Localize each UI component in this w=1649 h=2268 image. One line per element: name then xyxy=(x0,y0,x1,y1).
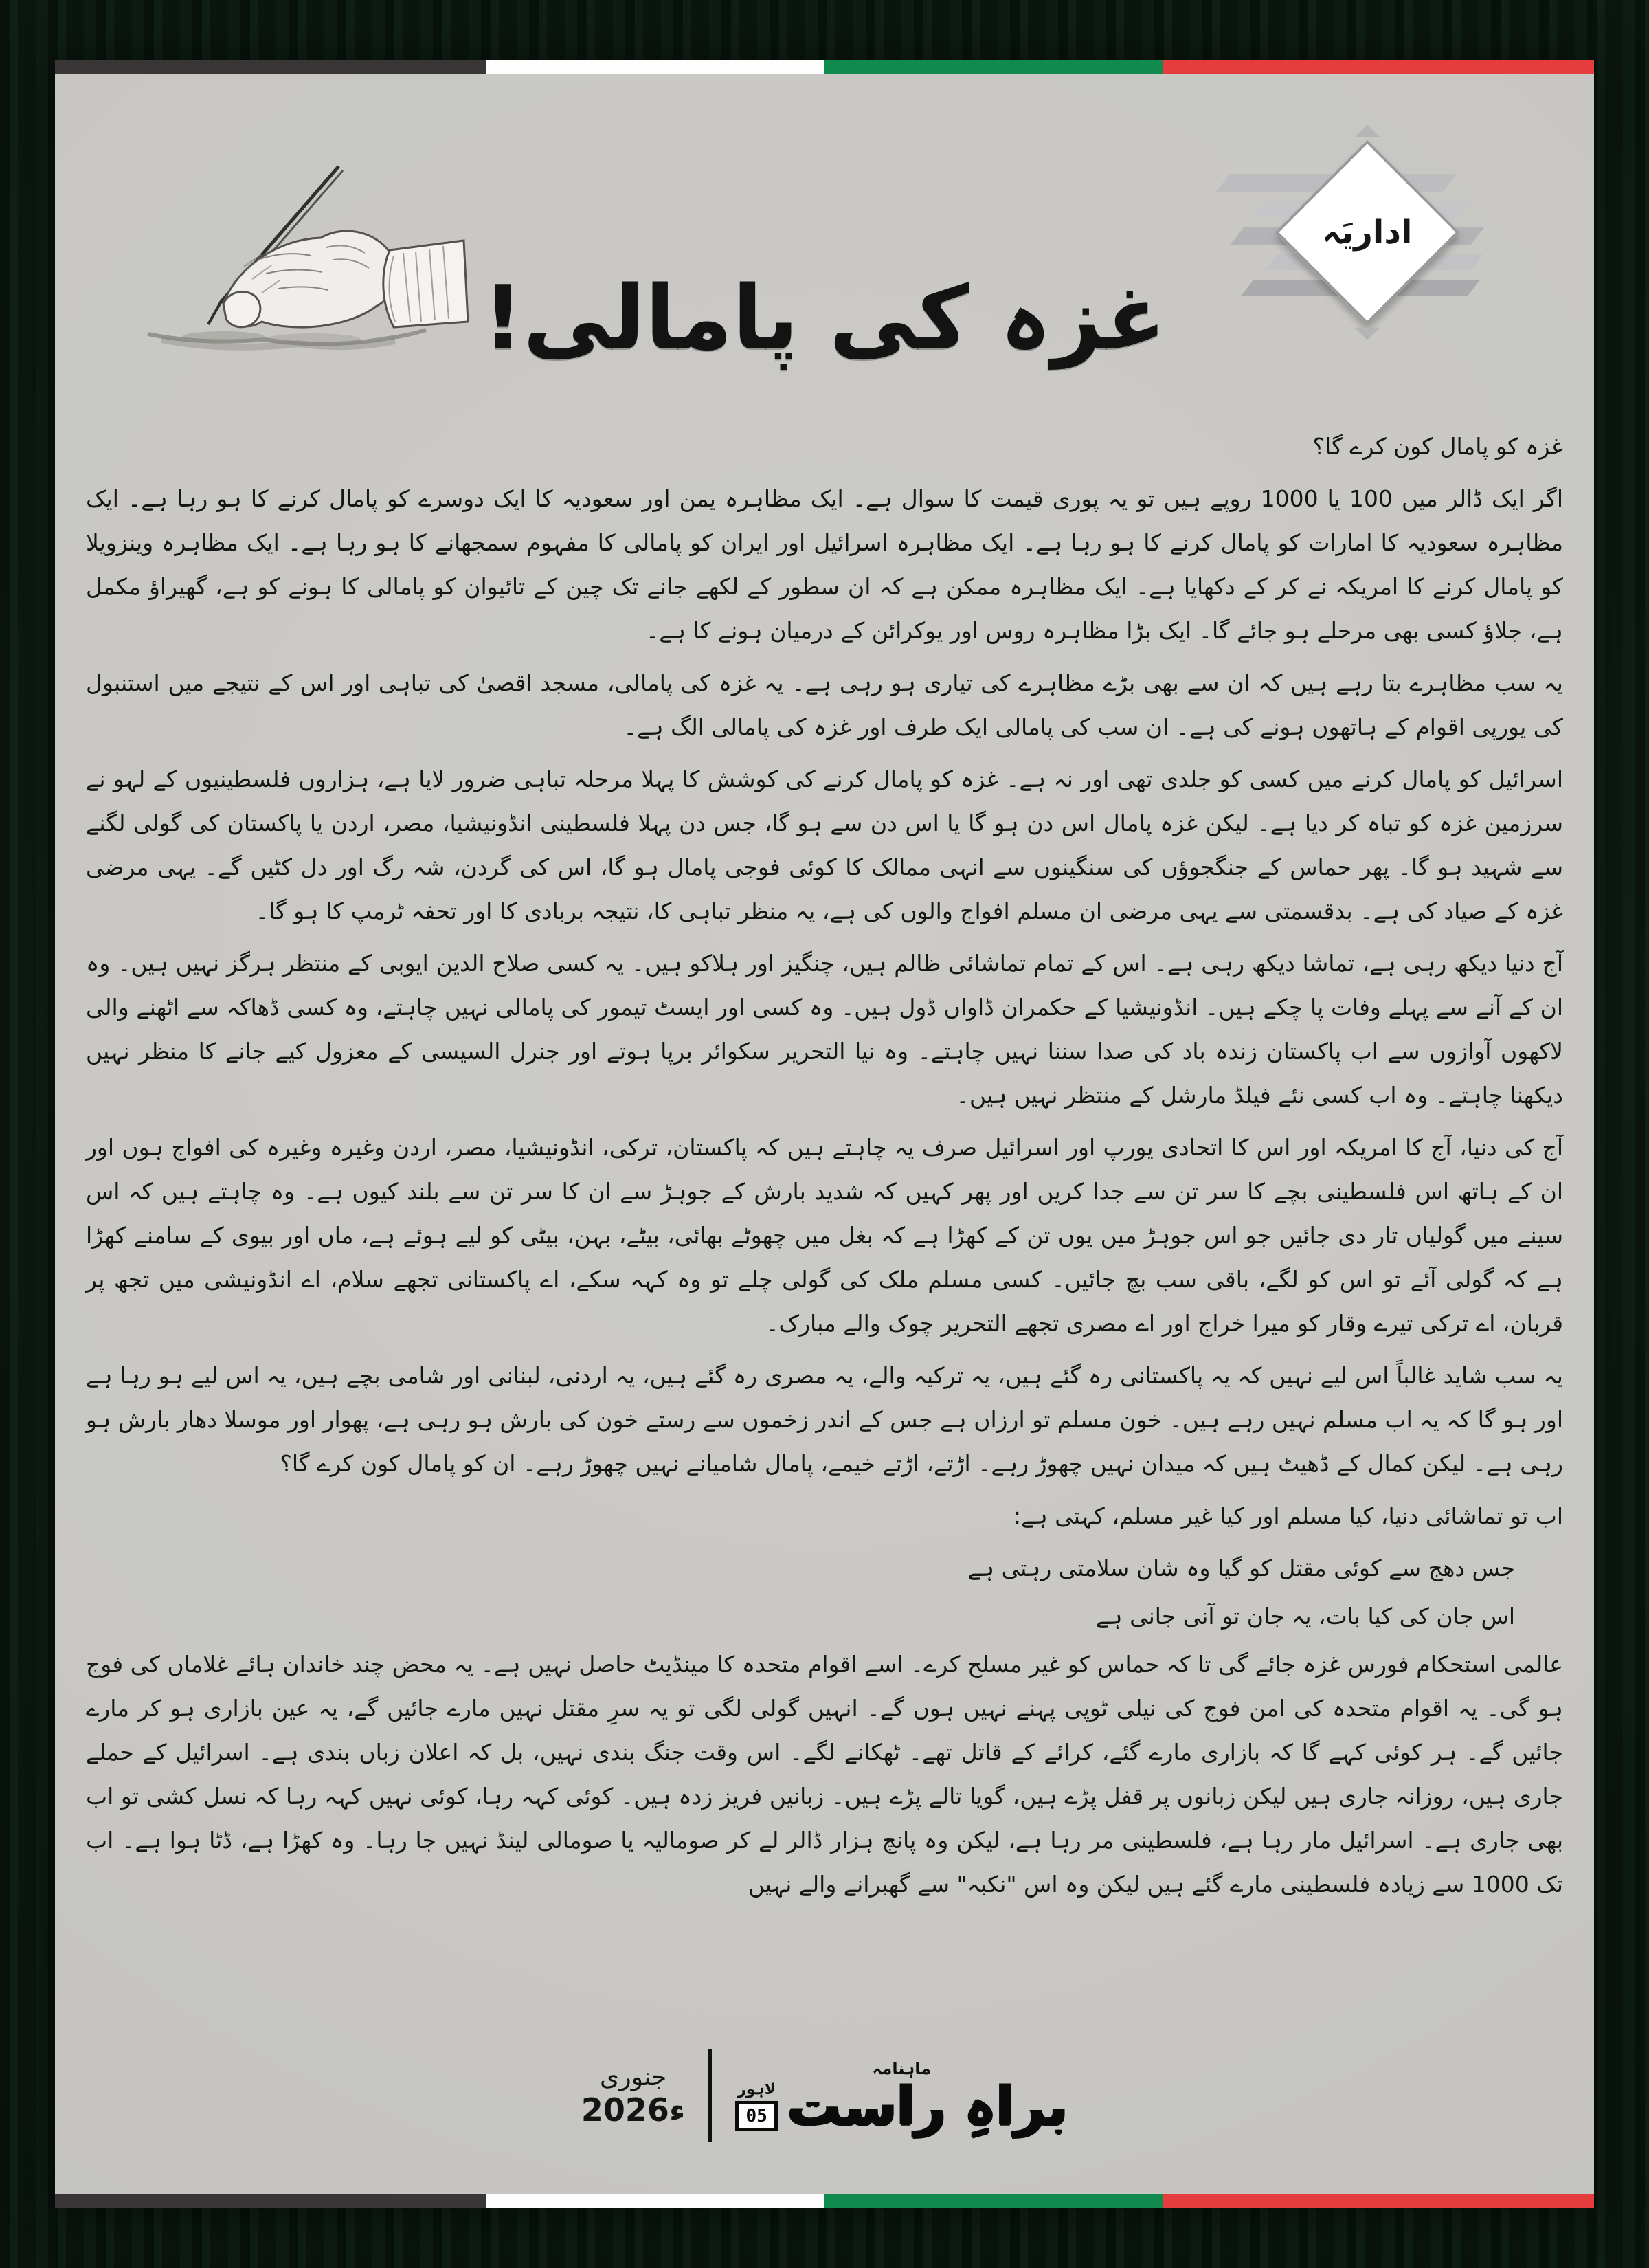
paragraph: اب تو تماشائی دنیا، کیا مسلم اور کیا غیر مسلم، کہتی ہے: xyxy=(1013,1502,1563,1529)
verse-line: اس جان کی کیا بات، یہ جان تو آنی جانی ہے xyxy=(1095,1603,1515,1630)
issue-date xyxy=(581,2063,686,2128)
magazine-city-label: لاہور xyxy=(737,2081,776,2098)
verse-line: جس دھج سے کوئی مقتل کو گیا وہ شان سلامتی رہتی ہے xyxy=(967,1555,1515,1581)
paragraph: آج دنیا دیکھ رہی ہے، تماشا دیکھ رہی ہے۔ اس کے تمام تماشائی ظالم ہیں، چنگیز اور ہلاکو ہیں۔ یہ کسی صلاح الدین ایوبی کے منتظر ہرگز نہیں ہیں۔ وہ ان کے آنے سے پہلے وفات پا چکے ہیں۔ انڈونیشیا کے حکمران ڈاواں ڈول ہیں۔ وہ کسی اور ایسٹ تیمور کی پامالی نہیں چاہتے، وہ کسی ڈھاکہ سے اٹھنے والی لاکھوں آوازوں سے اب پاکستان زندہ باد کی صدا سننا نہیں چاہتے۔ وہ نیا التحریر سکوائر برپا ہوتے اور جنرل السیسی کے معزول کیے جانے کا منظر نہیں دیکھنا چاہتے۔ وہ اب کسی نئے فیلڈ مارشل کے منتظر نہیں ہیں۔ xyxy=(86,950,1563,1109)
stripe-segment-green xyxy=(824,60,1163,74)
stripe-segment-dark xyxy=(55,60,486,74)
stripe-segment-white xyxy=(486,2194,824,2208)
paragraph: یہ سب مظاہرے بتا رہے ہیں کہ ان سے بھی بڑے مظاہرے کی تیاری ہو رہی ہے۔ یہ غزہ کی پامالی، مسجد اقصیٰ کی تباہی اور اس کے نتیجے میں استنبول کی یورپی اقوام کے ہاتھوں ہونے کی ہے۔ ان سب کی پامالی ایک طرف اور غزہ کی پامالی الگ ہے۔ xyxy=(86,669,1563,740)
paragraph: آج کی دنیا، آج کا امریکہ اور اس کا اتحادی یورپ اور اسرائیل صرف یہ چاہتے ہیں کہ پاکستان، ترکی، انڈونیشیا، مصر، اردن وغیرہ وغیرہ کی افواج ہوں اور ان کے ہاتھ اس فلسطینی بچے کا سر تن سے جدا کریں اور پھر کہیں کہ شدید بارش کے جوہڑ سے ان کا سر تن سے بلند کیوں ہے۔ وہ چاہتے ہیں کہ اس سینے میں گولیاں تار دی جائیں جو اس جوہڑ میں یوں تن کے کھڑا ہے کہ بغل میں چھوٹے بھائی، بیٹے، بہن، بیٹی کو لیے ہوئے ہے، ماں اور بیوی کے سامنے کھڑا ہے کہ گولی آئے تو اس کو لگے، باقی سب بچ جائیں۔ کسی مسلم ملک کی گولی چلے تو وہ کہہ سکے، اے پاکستانی تجھے سلام، اے انڈونیشی میں تجھ پر قربان، اے ترکی تیرے وقار کو میرا خراج اور اے مصری تجھے التحریر چوک والے مبارک۔ xyxy=(86,1134,1563,1337)
flag-stripe-top xyxy=(55,60,1594,74)
article-body xyxy=(86,425,1563,1915)
stripe-segment-green xyxy=(824,2194,1163,2208)
paragraph: اسرائیل کو پامال کرنے میں کسی کو جلدی تھی اور نہ ہے۔ غزہ کو پامال کرنے کی کوشش کا پہلا مرحلہ تباہی ضرور لایا ہے، ہزاروں فلسطینیوں کے لہو نے سرزمین غزہ کو تباہ کر دیا ہے۔ لیکن غزہ پامال اس دن ہو گا یا اس دن سے ہو گا، جس دن پہلا فلسطینی انڈونیشیا، مصر، اردن یا پاکستان کی گولی لگنے سے شہید ہو گا۔ پھر حماس کے جنگجوؤں کی سنگینوں سے انہی ممالک کا کوئی فوجی پامال ہو گا، اس کی گردن، شہ رگ اور دل کٹیں گے۔ یہی مرضی غزہ کے صیاد کی ہے۔ بدقسمتی سے یہی مرضی ان مسلم افواج والوں کی ہے، یہ منظر تباہی کا، نتیجہ بربادی کا اور تحفہ ٹرمپ کا ہو گا۔ xyxy=(86,766,1563,924)
issue-year: 2026ء xyxy=(581,2091,686,2128)
stripe-segment-red xyxy=(1163,2194,1594,2208)
issue-number-badge xyxy=(735,2101,777,2131)
paragraph: اگر ایک ڈالر میں 100 یا 1000 روپے ہیں تو یہ پوری قیمت کا سوال ہے۔ ایک مظاہرہ یمن اور سعودیہ کا ایک دوسرے کو پامال کرنے کا ہو رہا ہے۔ ایک مظاہرہ سعودیہ کا امارات کو پامال کرنے کا ہو رہا ہے۔ ایک مظاہرہ اسرائیل اور ایران کو پامالی کا مفہوم سمجھانے کا ہو رہا ہے۔ ایک مظاہرہ وینزویلا کو پامال کرنے کا امریکہ نے کر کے دکھایا ہے۔ ایک مظاہرہ ممکن ہے کہ ان سطور کے لکھے جانے تک چین کے تائیوان کو پامالی کا ہونے کو ہے، گھیراؤ مکمل ہے، جلاؤ کسی بھی مرحلے ہو جائے گا۔ ایک بڑا مظاہرہ روس اور یوکرائن کے درمیان ہونے کا ہے۔ xyxy=(86,485,1563,644)
stripe-segment-dark xyxy=(55,2194,486,2208)
issue-number: 05 xyxy=(739,2104,774,2128)
stripe-segment-red xyxy=(1163,60,1594,74)
magazine-name: براہِ راست xyxy=(787,2075,1068,2137)
magazine-logo xyxy=(735,2058,1068,2137)
flag-stripe-bottom xyxy=(55,2194,1594,2208)
paragraph: عالمی استحکام فورس غزہ جائے گی تا کہ حماس کو غیر مسلح کرے۔ اسے اقوام متحدہ کا مینڈیٹ حاصل نہیں ہے۔ یہ محض چند خاندان ہائے غلاماں کی فوج ہو گی۔ یہ اقوام متحدہ کی امن فوج کی نیلی ٹوپی پہنے نہیں ہوں گے۔ انہیں گولی لگی تو یہ سرِ مقتل نہیں مارے جائیں گے، یہ عین بازاری ہو کر مارے جائیں گے۔ ہر کوئی کہے گا کہ بازاری مارے گئے، کرائے کے قاتل تھے۔ ٹھکانے لگے۔ اس وقت جنگ بندی نہیں، بل کہ اعلان زباں بندی ہے۔ اسرائیل کے حملے جاری ہیں، روزانہ جاری ہیں لیکن زبانوں پر قفل پڑے ہیں، گویا تالے پڑے ہیں۔ زبانیں فریز زدہ ہیں۔ کوئی کہہ رہا، کوئی نہیں کہہ رہا کہ نسل کشی تو اب بھی جاری ہے۔ اسرائیل مار رہا ہے، فلسطینی مر رہا ہے، لیکن وہ پانچ ہزار ڈالر لے کر صومالیہ یا صومالی لینڈ نہیں جا رہا۔ وہ کھڑا ہے، ڈٹا ہوا ہے۔ اب تک 1000 سے زیادہ فلسطینی مارے گئے ہیں لیکن وہ اس "نکبہ" سے گھبرانے والے نہیں xyxy=(86,1651,1563,1898)
paragraph: غزہ کو پامال کون کرے گا؟ xyxy=(1312,433,1563,460)
stripe-segment-white xyxy=(486,60,824,74)
footer-divider xyxy=(708,2049,712,2142)
magazine-type-label: ماہنامہ xyxy=(872,2058,932,2078)
editorial-page-paper xyxy=(55,60,1594,2208)
issue-month: جنوری xyxy=(600,2063,667,2091)
paragraph: یہ سب شاید غالباً اس لیے نہیں کہ یہ پاکستانی رہ گئے ہیں، یہ ترکیہ والے، یہ مصری رہ گئے ہیں، یہ اردنی، لبنانی اور شامی بچے ہیں، یہ اس لیے ہو رہا ہے اور ہو گا کہ یہ اب مسلم نہیں رہے ہیں۔ خون مسلم تو ارزاں ہے جس کے اندر زخموں سے رستے خون کی بارش ہو رہی ہے، پھوار اور موسلا دھار بارش ہو رہی ہے۔ لیکن کمال کے ڈھیٹ ہیں کہ میدان نہیں چھوڑ رہے۔ اڑتے، اڑتے خیمے، پامال شامیانے نہیں چھوڑ رہے۔ ان کو پامال کون کرے گا؟ xyxy=(86,1362,1563,1477)
article-title: غزہ کی پامالی! xyxy=(482,267,1167,370)
editorial-badge-label: اداریَہ xyxy=(1322,213,1413,252)
footer xyxy=(55,2049,1594,2142)
